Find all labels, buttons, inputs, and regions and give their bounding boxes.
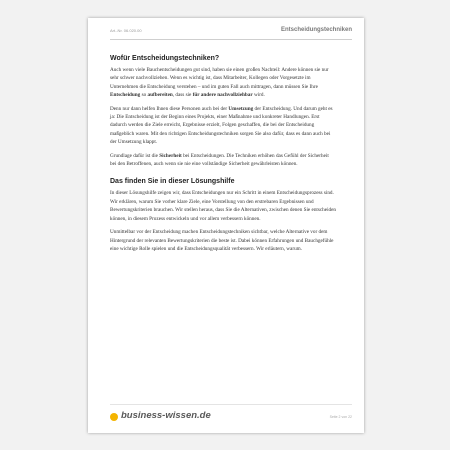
text-run: bei Entscheidungen. Die Techniken erhöhen das Gefühl der Sicherheit bei den Betroffenen, auch wenn sie nie eine vollständige Sicherheit gewährleisten können. <box>110 152 329 168</box>
header-title: Entscheidungstechniken <box>280 27 352 33</box>
bold-text-run: aufbereiten <box>147 92 173 99</box>
page-number: Seite 2 von 22 <box>329 415 352 419</box>
paragraph: Unmittelbar vor der Entscheidung machen Entscheidungstechniken sichtbar, welche Alternative vor dem Hintergrund der relevanten Bewertungskriterien die beste ist. Dabei können Erfahrungen und Bauchgefühle eine wichtige Rolle spielen und die Entscheidungsqualität verbessern. Wir erläutern, warum. <box>110 229 334 252</box>
paragraph <box>110 105 336 147</box>
text-run: Denn nur dann helfen Ihnen diese Personen auch bei der <box>110 105 229 112</box>
text-run: Grundlage dafür ist die <box>110 152 160 159</box>
paragraph <box>110 66 336 100</box>
bold-text-run: für andere nachvollziehbar <box>192 92 253 99</box>
page-header <box>110 27 352 40</box>
bold-text-run: Entscheidung <box>110 92 141 99</box>
page-footer <box>110 404 352 423</box>
paragraph: In dieser Lösungshilfe zeigen wir, dass Entscheidungen nur ein Schritt in einem Entscheidungsprozess sind. Wir erklären, warum Sie vorher klare Ziele, eine Vorstellung von den erstrebaren Ergebnissen und Bewertungskriterien brauchen. Wir stellen heraus, dass Sie die Alternativen, zwischen denen Sie entscheiden können, in diesem Prozess entwickeln und vor allem verbessern können. <box>110 190 336 222</box>
text-run: so <box>140 92 148 99</box>
paragraph <box>110 152 336 169</box>
text-run: der Entscheidung. Und darum geht es ja: Die Entscheidung ist der Beginn eines Projekts, einer Maßnahme und konkreter Handlungen. Erst dadurch werden die Ziele erreicht, Ergebnisse erzielt, Folgen geschaffen, die bei der Entscheidung maßgeblich waren. Mit den richtigen Entscheidungstechniken sorgen Sie also dafür, dass es dann auch bei der Umsetzung klappt. <box>110 105 333 146</box>
document-page <box>88 18 364 433</box>
section-heading-wofuer: Wofür Entscheidungstechniken? <box>110 55 220 62</box>
text-run: wird. <box>252 92 265 99</box>
logo-text: business-wissen.de <box>121 410 211 421</box>
text-run: Auch wenn viele Bauchentscheidungen gut sind, haben sie einen großen Nachteil: Andere können sie nur sehr schwer nachvollziehen. Wenn es wichtig ist, dass Mitarbeiter, Kollegen oder Vorgesetzte im Unternehmen die Entscheidung verstehen – und im guten Fall auch mittragen, dann müssen Sie Ihre <box>110 67 329 90</box>
page-content <box>110 54 336 258</box>
bold-text-run: Umsetzung <box>228 105 254 112</box>
bold-text-run: Sicherheit <box>159 152 182 159</box>
article-number: Art.-Nr. 06.020.00 <box>110 28 142 33</box>
text-run: , dass sie <box>172 92 193 99</box>
section-heading-loesungshilfe: Das finden Sie in dieser Lösungshilfe <box>110 178 235 186</box>
logo-dot-icon <box>110 413 118 421</box>
